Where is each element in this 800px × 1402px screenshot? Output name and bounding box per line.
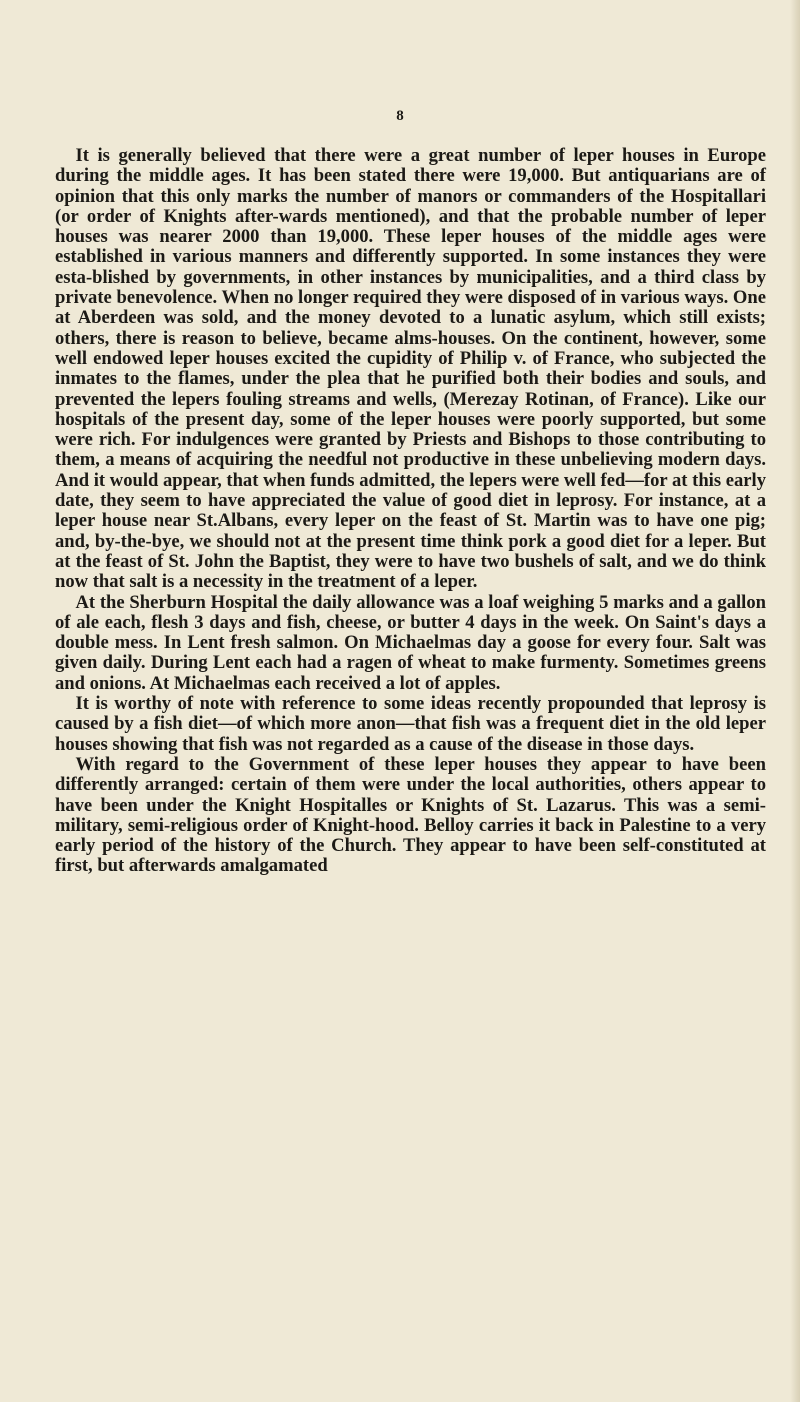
paragraph-sherburn-hospital-diet: At the Sherburn Hospital the daily allowance was a loaf weighing 5 marks and a gallon of ale each, flesh 3 days and fish, cheese, or butter 4 days in the week. On Saint's days a double mess. In Lent fresh salmon. On Michaelmas day a goose for every four. Salt was given daily. During Lent each had a ragen of wheat to make furmenty. Sometimes greens and onions. At Michaelmas each received a lot of apples. xyxy=(55,591,766,694)
paragraph-fish-diet-note: It is worthy of note with reference to some ideas recently propounded that leprosy is caused by a fish diet—of which more anon—that fish was a frequent diet in the old leper houses showing that fish was not regarded as a cause of the disease in those days. xyxy=(55,693,766,755)
paragraph-leper-houses-history: It is generally believed that there were a great number of leper houses in Europe during the middle ages. It has been stated there were 19,000. But antiquarians are of opinion that this only marks the number of manors or commanders of the Hospitallari (or order of Knights after-wards mentioned), and that the probable number of leper houses was nearer 2000 than 19,000. These leper houses of the middle ages were established in various manners and differently supported. In some instances they were esta-blished by governments, in other instances by municipalities, and a third class by private benevolence. When no longer required they were disposed of in various ways. One at Aberdeen was sold, and the money devoted to a lunatic asylum, which still exists; others, there is reason to believe, became alms-houses. On the continent, however, some well endowed leper houses excited the cupidity of Philip v. of France, who subjected the inmates to the flames, under the plea that he purified both their bodies and souls, and prevented the lepers fouling streams and wells, (Merezay Rotinan, of France). Like our hospitals of the present day, some of the leper houses were poorly supported, but some were rich. For indulgences were granted by Priests and Bishops to those contributing to them, a means of acquiring the needful not productive in these unbelieving modern days. And it would appear, that when funds admitted, the lepers were well fed—for at this early date, they seem to have appreciated the value of good diet in leprosy. For instance, at a leper house near St.Albans, every leper on the feast of St. Martin was to have one pig; and, by-the-bye, we should not at the present time think pork a good diet for a leper. But at the feast of St. John the Baptist, they were to have two bushels of salt, and we do think now that salt is a necessity in the treatment of a leper. xyxy=(55,145,766,593)
body-text xyxy=(55,146,766,877)
paragraph-government-of-leper-houses: With regard to the Government of these leper houses they appear to have been differently arranged: certain of them were under the local authorities, others appear to have been under the Knight Hospitalles or Knights of St. Lazarus. This was a semi-military, semi-religious order of Knight-hood. Belloy carries it back in Palestine to a very early period of the history of the Church. They appear to have been self-constituted at first, but afterwards amalgamated xyxy=(55,753,766,877)
page-number: 8 xyxy=(396,108,404,124)
page-edge-shadow xyxy=(790,0,800,1402)
